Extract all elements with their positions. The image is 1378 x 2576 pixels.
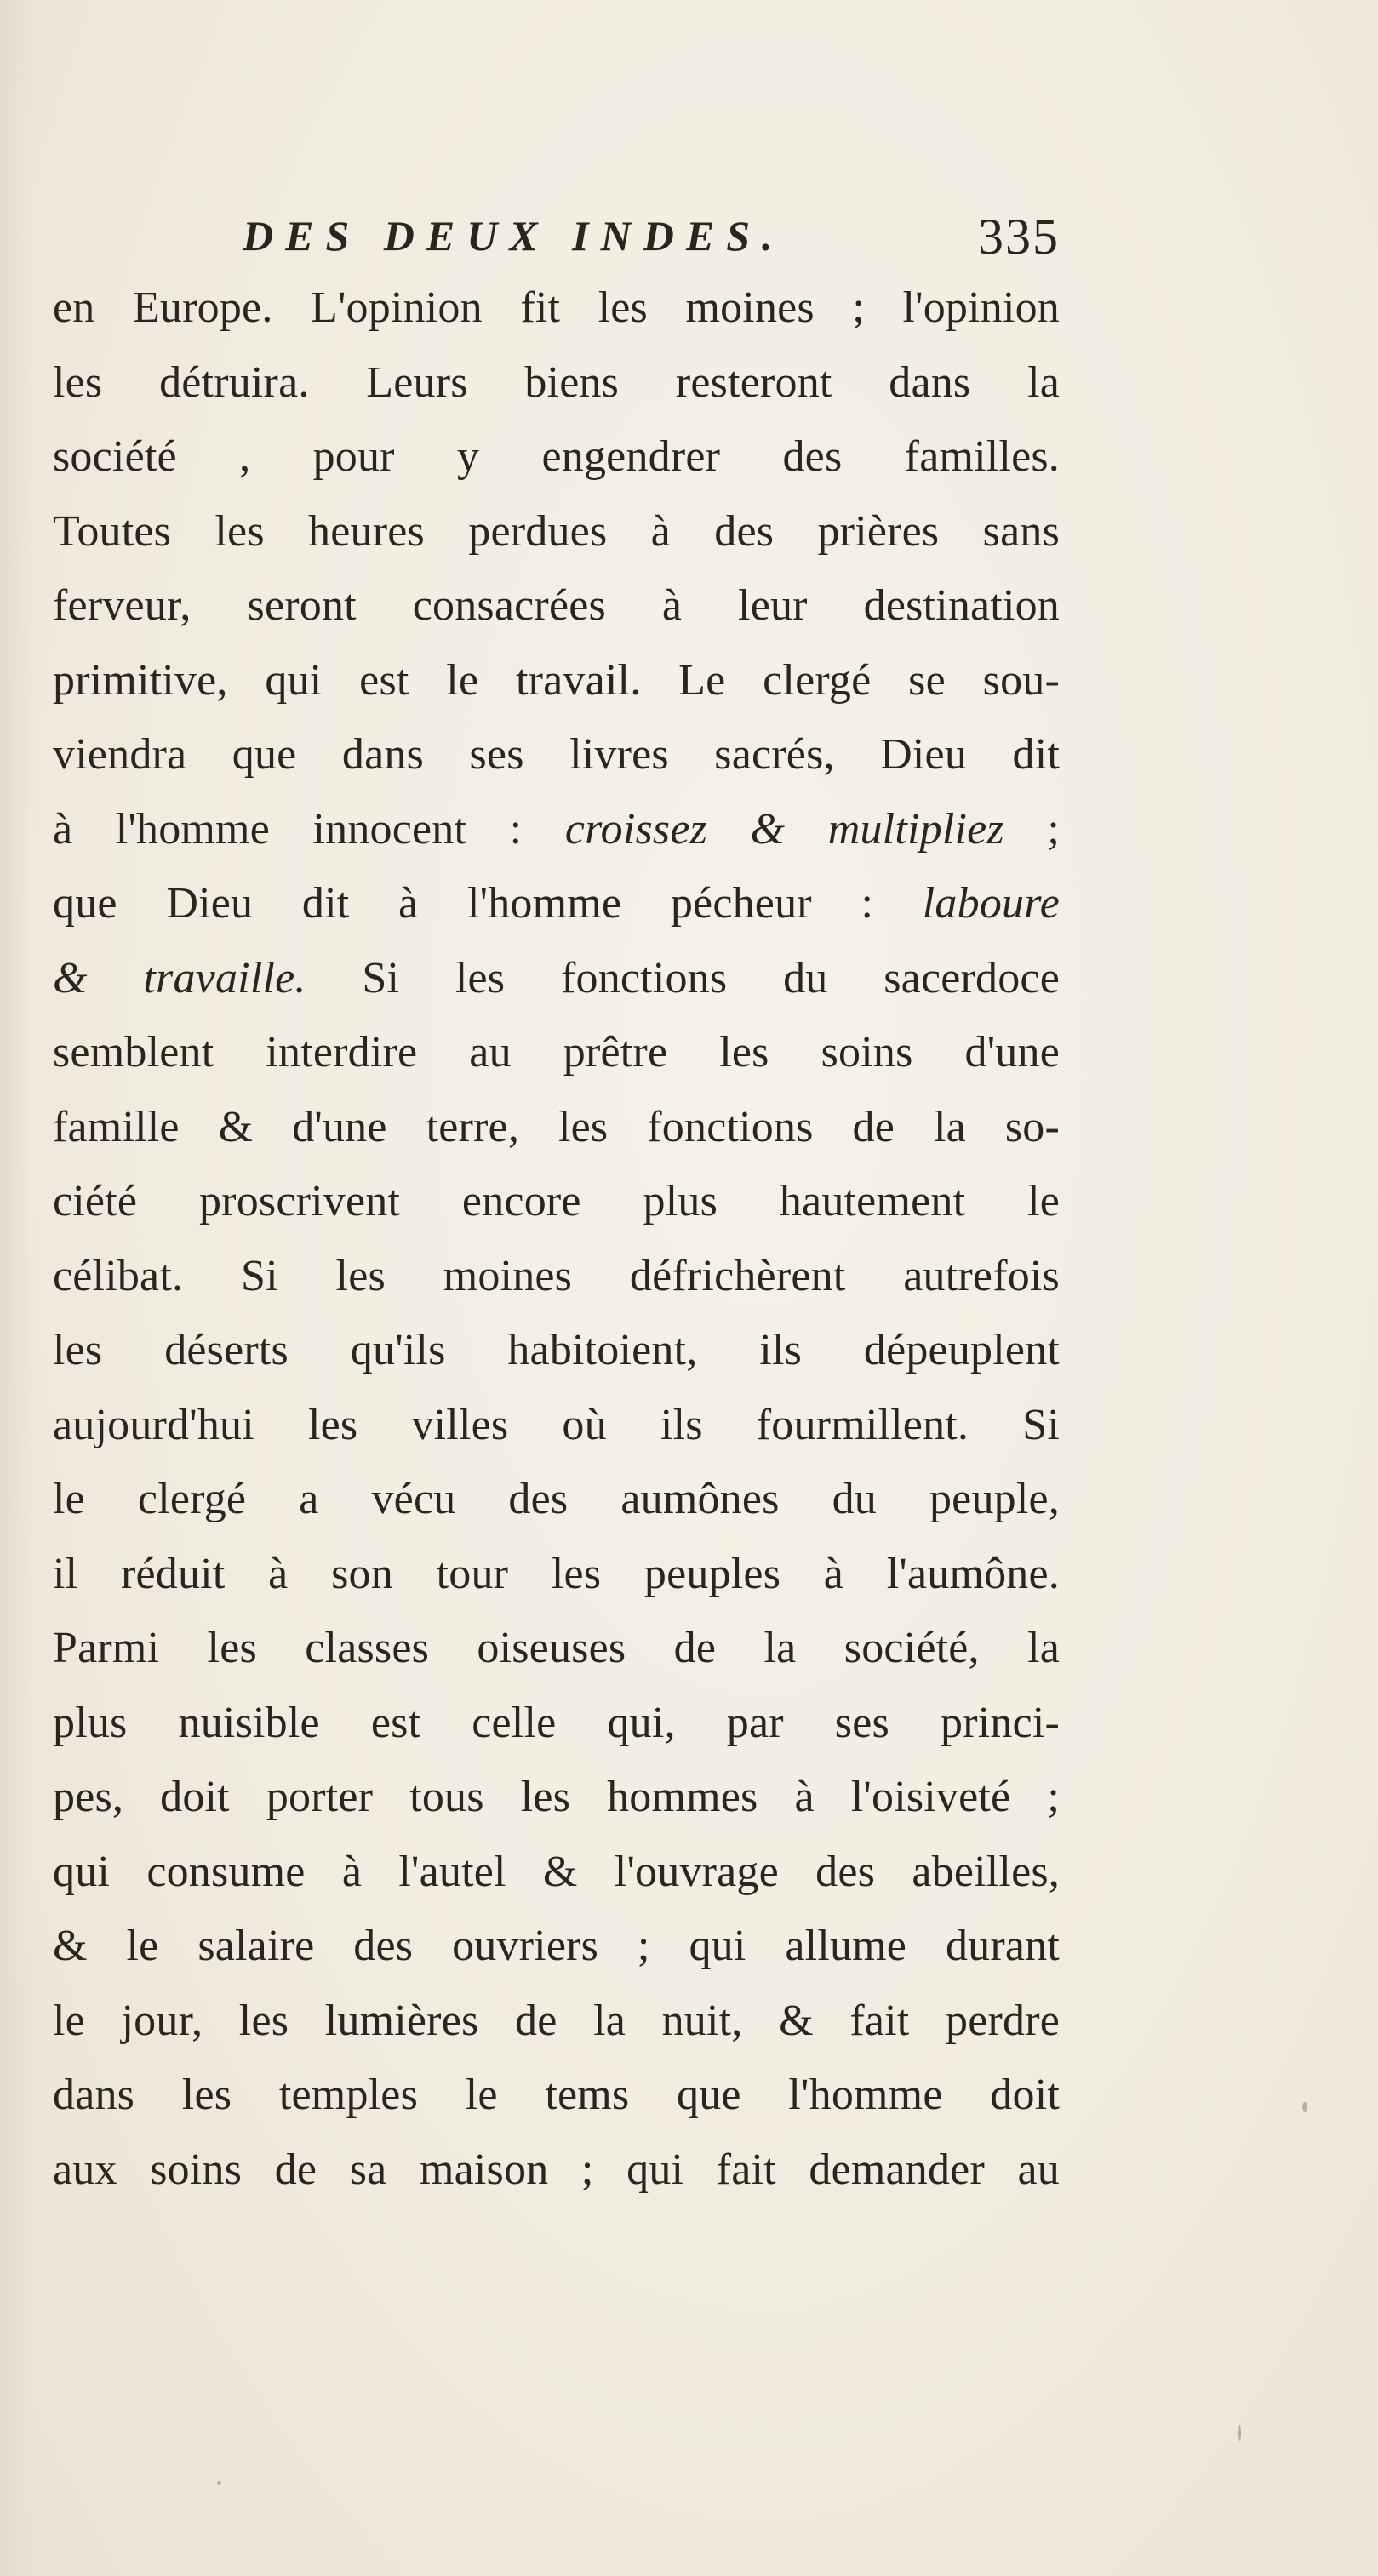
text-line xyxy=(53,420,1060,494)
text-segment: famille & d'une terre, les fonctions de la so- xyxy=(53,1102,1060,1151)
text-line xyxy=(53,1090,1060,1165)
text-line xyxy=(53,1164,1060,1239)
text-line xyxy=(53,2133,1060,2208)
text-line xyxy=(53,1239,1060,1314)
page-gutter-shadow xyxy=(0,0,34,2576)
text-segment: en Europe. L'opinion fit les moines ; l'opinion xyxy=(53,283,1060,332)
page-number: 335 xyxy=(978,208,1060,265)
text-segment: Parmi les classes oiseuses de la société, la xyxy=(53,1624,1060,1672)
text-segment: société , pour y engendrer des familles. xyxy=(53,432,1060,481)
running-title: DES DEUX INDES. xyxy=(243,212,785,260)
text-segment: que Dieu dit à l'homme pécheur : xyxy=(53,879,923,928)
text-line xyxy=(53,1611,1060,1686)
text-line xyxy=(53,1760,1060,1835)
italic-text-segment: croissez & multipliez xyxy=(564,804,1004,854)
text-segment: pes, doit porter tous les hommes à l'oisiveté ; xyxy=(53,1773,1060,1821)
running-head xyxy=(243,208,1060,279)
text-segment: le jour, les lumières de la nuit, & fait perdre xyxy=(53,1996,1060,2045)
text-line xyxy=(53,271,1060,346)
text-segment: célibat. Si les moines défrichèrent autrefois xyxy=(53,1251,1060,1300)
text-line xyxy=(53,1909,1060,1984)
italic-text-segment: & travaille. xyxy=(53,953,306,1002)
text-segment: primitive, qui est le travail. Le clergé se sou- xyxy=(53,655,1060,705)
paper-speck xyxy=(1302,2102,1307,2112)
text-segment: il réduit à son tour les peuples à l'aumône. xyxy=(53,1549,1060,1598)
text-segment: & le salaire des ouvriers ; qui allume durant xyxy=(53,1922,1060,1970)
text-segment: les déserts qu'ils habitoient, ils dépeuplent xyxy=(53,1326,1060,1374)
text-line xyxy=(53,1984,1060,2059)
italic-text-segment: laboure xyxy=(922,879,1060,928)
text-line xyxy=(53,1835,1060,1910)
text-segment: ferveur, seront consacrées à leur destination xyxy=(53,581,1060,630)
text-line xyxy=(53,1537,1060,1612)
text-line xyxy=(53,346,1060,420)
text-line xyxy=(53,941,1060,1016)
text-line xyxy=(53,1686,1060,1761)
text-line xyxy=(53,1015,1060,1090)
paper-speck xyxy=(217,2481,221,2485)
text-segment: qui consume à l'autel & l'ouvrage des abeilles, xyxy=(53,1847,1060,1896)
text-line xyxy=(53,568,1060,643)
text-segment: ; xyxy=(1003,804,1060,854)
text-line xyxy=(53,494,1060,569)
body-text xyxy=(53,271,1060,2207)
text-segment: le clergé a vécu des aumônes du peuple, xyxy=(53,1475,1060,1523)
text-segment: viendra que dans ses livres sacrés, Dieu dit xyxy=(53,730,1060,779)
text-line xyxy=(53,866,1060,941)
text-segment: Toutes les heures perdues à des prières sans xyxy=(53,506,1060,556)
text-segment: dans les temples le tems que l'homme doit xyxy=(53,2071,1060,2119)
text-segment: aujourd'hui les villes où ils fourmillent. Si xyxy=(53,1400,1060,1449)
text-segment: semblent interdire au prêtre les soins d'une xyxy=(53,1028,1060,1077)
text-segment: à l'homme innocent : xyxy=(53,804,565,854)
text-line xyxy=(53,2058,1060,2133)
text-line xyxy=(53,1462,1060,1537)
text-line xyxy=(53,643,1060,718)
paper-speck xyxy=(1238,2425,1241,2441)
text-line xyxy=(53,717,1060,792)
text-line xyxy=(53,1313,1060,1388)
text-segment: plus nuisible est celle qui, par ses princi- xyxy=(53,1698,1060,1747)
text-segment: aux soins de sa maison ; qui fait demander au xyxy=(53,2145,1060,2194)
text-segment: les détruira. Leurs biens resteront dans la xyxy=(53,357,1060,407)
text-segment: Si les fonctions du sacerdoce xyxy=(306,953,1060,1002)
text-line xyxy=(53,792,1060,867)
text-line xyxy=(53,1388,1060,1463)
text-segment: ciété proscrivent encore plus hautement le xyxy=(53,1177,1060,1225)
